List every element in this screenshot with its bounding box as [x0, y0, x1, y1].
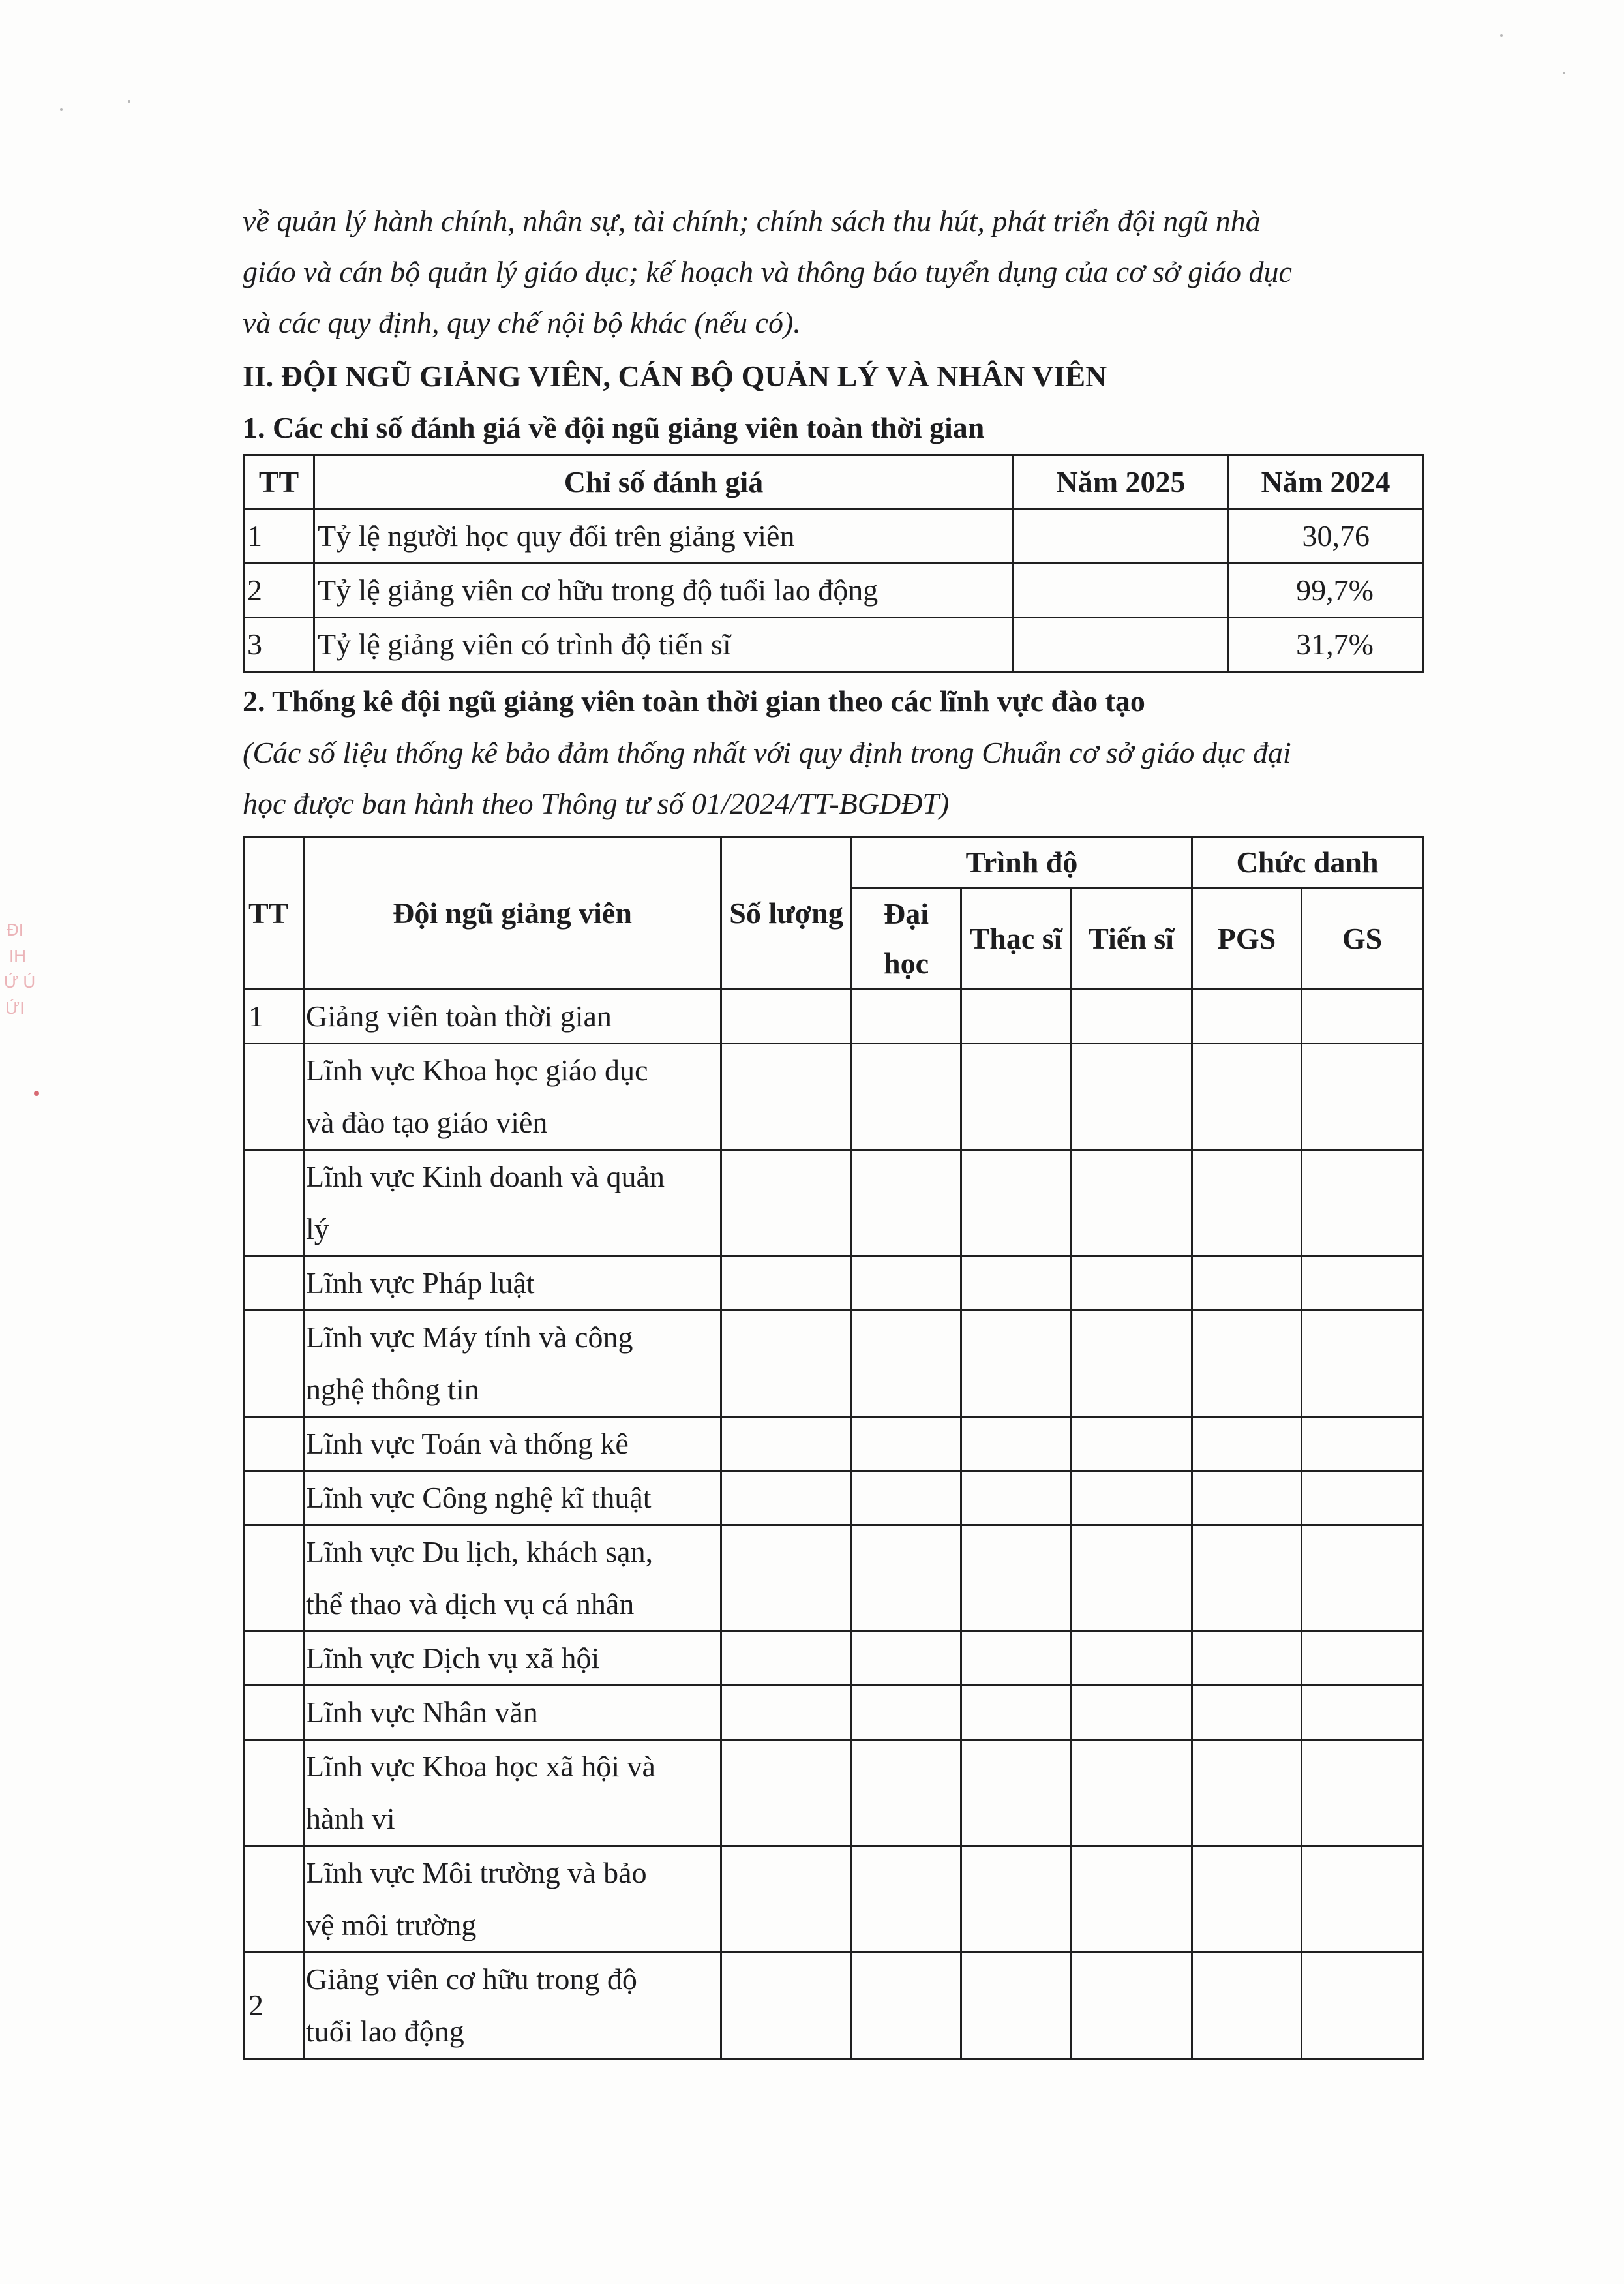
header-tt: TT [244, 455, 314, 510]
category-line: Lĩnh vực Máy tính và công [306, 1320, 633, 1354]
cell-doctor [1071, 1846, 1192, 1953]
cell-doctor [1071, 1417, 1192, 1471]
table-row [244, 564, 1423, 618]
cell-count [721, 1256, 852, 1311]
category-line: Lĩnh vực Pháp luật [306, 1266, 535, 1300]
cell-count [721, 1150, 852, 1256]
cell-master [961, 1471, 1071, 1525]
cell-count [721, 1846, 852, 1953]
staff-table-body [244, 990, 1423, 2059]
cell-count [721, 1311, 852, 1417]
staff-table-header-row1 [244, 837, 1423, 889]
cell-assoc-prof [1192, 1044, 1302, 1150]
cell-doctor [1071, 1686, 1192, 1740]
cell-tt [244, 1632, 304, 1686]
cell-staff-category [304, 1686, 721, 1740]
header-title-group: Chức danh [1192, 837, 1423, 889]
table-row [244, 1953, 1423, 2059]
category-line: tuổi lao động [306, 2015, 464, 2048]
cell-master [961, 1417, 1071, 1471]
scan-speck [128, 100, 130, 103]
cell-bachelor [852, 1044, 961, 1150]
header-bachelor-line: học [884, 947, 929, 980]
cell-doctor [1071, 1525, 1192, 1632]
document-content [243, 196, 1423, 2060]
cell-count [721, 1044, 852, 1150]
cell-tt [244, 1740, 304, 1846]
cell-staff-category [304, 1632, 721, 1686]
cell-assoc-prof [1192, 1150, 1302, 1256]
stamp-fragment: ỨI [5, 998, 25, 1018]
category-line: Lĩnh vực Khoa học xã hội và [306, 1750, 655, 1783]
category-line: Giảng viên toàn thời gian [306, 999, 612, 1033]
note-line: (Các số liệu thống kê bảo đảm thống nhất với quy định trong Chuẩn cơ sở giáo dục đại [243, 736, 1291, 769]
cell-indicator: Tỷ lệ giảng viên có trình độ tiến sĩ [314, 618, 1014, 672]
header-staff: Đội ngũ giảng viên [304, 837, 721, 990]
category-line: Lĩnh vực Dịch vụ xã hội [306, 1641, 600, 1675]
cell-staff-category [304, 1846, 721, 1953]
table-row [244, 1150, 1423, 1256]
cell-2025 [1014, 510, 1229, 564]
scan-speck [60, 108, 63, 111]
cell-staff-category [304, 1740, 721, 1846]
table-row [244, 1044, 1423, 1150]
header-doctor: Tiến sĩ [1071, 889, 1192, 990]
table-row [244, 1525, 1423, 1632]
header-bachelor [852, 889, 961, 990]
cell-count [721, 1525, 852, 1632]
cell-bachelor [852, 1846, 961, 1953]
header-prof: GS [1302, 889, 1423, 990]
stamp-dot [34, 1091, 39, 1096]
intro-paragraph [243, 196, 1423, 348]
cell-assoc-prof [1192, 1953, 1302, 2059]
cell-master [961, 1740, 1071, 1846]
cell-assoc-prof [1192, 1846, 1302, 1953]
subsection2-note [243, 727, 1423, 829]
table-row [244, 1686, 1423, 1740]
cell-bachelor [852, 1632, 961, 1686]
cell-master [961, 990, 1071, 1044]
cell-prof [1302, 1044, 1423, 1150]
cell-staff-category [304, 1311, 721, 1417]
cell-doctor [1071, 1044, 1192, 1150]
header-2024: Năm 2024 [1229, 455, 1423, 510]
cell-assoc-prof [1192, 990, 1302, 1044]
cell-assoc-prof [1192, 1525, 1302, 1632]
cell-indicator: Tỷ lệ người học quy đổi trên giảng viên [314, 510, 1014, 564]
section-heading: II. ĐỘI NGŨ GIẢNG VIÊN, CÁN BỘ QUẢN LÝ VÀ NHÂN VIÊN [243, 359, 1107, 393]
cell-prof [1302, 1471, 1423, 1525]
indicator-table [243, 454, 1424, 673]
cell-assoc-prof [1192, 1311, 1302, 1417]
scan-speck [1563, 72, 1565, 74]
header-2025: Năm 2025 [1014, 455, 1229, 510]
category-line: Lĩnh vực Khoa học giáo dục [306, 1054, 648, 1087]
cell-tt [244, 1525, 304, 1632]
table-row [244, 1417, 1423, 1471]
header-tt: TT [244, 837, 304, 990]
category-line: Lĩnh vực Du lịch, khách sạn, [306, 1535, 654, 1568]
cell-count [721, 1953, 852, 2059]
table-row [244, 1256, 1423, 1311]
cell-staff-category [304, 1417, 721, 1471]
cell-indicator: Tỷ lệ giảng viên cơ hữu trong độ tuổi lao động [314, 564, 1014, 618]
scan-speck [1500, 34, 1503, 37]
cell-count [721, 1686, 852, 1740]
cell-tt [244, 1417, 304, 1471]
cell-doctor [1071, 990, 1192, 1044]
cell-doctor [1071, 1256, 1192, 1311]
cell-doctor [1071, 1632, 1192, 1686]
intro-line: và các quy định, quy chế nội bộ khác (nếu có). [243, 306, 801, 339]
cell-prof [1302, 1417, 1423, 1471]
cell-master [961, 1256, 1071, 1311]
cell-bachelor [852, 1256, 961, 1311]
cell-doctor [1071, 1150, 1192, 1256]
stamp-fragment: IH [9, 946, 26, 966]
table-row [244, 1632, 1423, 1686]
cell-prof [1302, 1311, 1423, 1417]
category-line: nghệ thông tin [306, 1373, 479, 1406]
header-master: Thạc sĩ [961, 889, 1071, 990]
cell-doctor [1071, 1311, 1192, 1417]
cell-tt: 1 [244, 990, 304, 1044]
cell-bachelor [852, 1686, 961, 1740]
cell-prof [1302, 1256, 1423, 1311]
cell-staff-category [304, 1256, 721, 1311]
table-row [244, 510, 1423, 564]
cell-master [961, 1150, 1071, 1256]
cell-staff-category [304, 1525, 721, 1632]
cell-prof [1302, 1525, 1423, 1632]
stamp-fragment: Ứ Ú [4, 972, 36, 992]
cell-doctor [1071, 1953, 1192, 2059]
table-row [244, 1471, 1423, 1525]
cell-master [961, 1846, 1071, 1953]
cell-assoc-prof [1192, 1417, 1302, 1471]
cell-bachelor [852, 1953, 961, 2059]
category-line: lý [306, 1212, 329, 1245]
cell-tt [244, 1256, 304, 1311]
table-row [244, 618, 1423, 672]
cell-tt: 2 [244, 564, 314, 618]
cell-assoc-prof [1192, 1471, 1302, 1525]
category-line: thể thao và dịch vụ cá nhân [306, 1587, 635, 1621]
cell-prof [1302, 1632, 1423, 1686]
cell-assoc-prof [1192, 1632, 1302, 1686]
cell-doctor [1071, 1471, 1192, 1525]
category-line: Lĩnh vực Toán và thống kê [306, 1427, 629, 1460]
cell-count [721, 1471, 852, 1525]
cell-bachelor [852, 1150, 961, 1256]
cell-master [961, 1525, 1071, 1632]
note-line: học được ban hành theo Thông tư số 01/2024/TT-BGDĐT) [243, 787, 950, 820]
cell-bachelor [852, 990, 961, 1044]
header-count: Số lượng [721, 837, 852, 990]
cell-2025 [1014, 564, 1229, 618]
cell-2025 [1014, 618, 1229, 672]
cell-2024: 31,7% [1229, 618, 1423, 672]
cell-staff-category [304, 1044, 721, 1150]
stamp-edge-marks [0, 861, 52, 1135]
category-line: Lĩnh vực Nhân văn [306, 1696, 538, 1729]
header-indicator: Chỉ số đánh giá [314, 455, 1014, 510]
cell-prof [1302, 1740, 1423, 1846]
header-level-group: Trình độ [852, 837, 1192, 889]
cell-count [721, 1417, 852, 1471]
cell-staff-category [304, 1953, 721, 2059]
stamp-fragment: ĐI [7, 920, 23, 939]
cell-tt: 2 [244, 1953, 304, 2059]
category-line: vệ môi trường [306, 1908, 477, 1941]
header-assoc-prof: PGS [1192, 889, 1302, 990]
cell-bachelor [852, 1417, 961, 1471]
cell-staff-category [304, 1150, 721, 1256]
cell-count [721, 1740, 852, 1846]
cell-2024: 99,7% [1229, 564, 1423, 618]
cell-tt: 1 [244, 510, 314, 564]
cell-staff-category [304, 1471, 721, 1525]
cell-tt [244, 1044, 304, 1150]
cell-count [721, 1632, 852, 1686]
category-line: và đào tạo giáo viên [306, 1106, 548, 1139]
subsection1-heading: 1. Các chỉ số đánh giá về đội ngũ giảng viên toàn thời gian [243, 411, 985, 444]
subsection2-heading: 2. Thống kê đội ngũ giảng viên toàn thời gian theo các lĩnh vực đào tạo [243, 684, 1145, 718]
cell-tt [244, 1150, 304, 1256]
cell-assoc-prof [1192, 1740, 1302, 1846]
indicator-table-header [244, 455, 1423, 510]
cell-prof [1302, 1846, 1423, 1953]
cell-master [961, 1686, 1071, 1740]
cell-master [961, 1311, 1071, 1417]
cell-prof [1302, 1953, 1423, 2059]
cell-tt [244, 1311, 304, 1417]
category-line: Lĩnh vực Công nghệ kĩ thuật [306, 1481, 652, 1514]
cell-doctor [1071, 1740, 1192, 1846]
category-line: Lĩnh vực Môi trường và bảo [306, 1856, 647, 1889]
cell-staff-category [304, 990, 721, 1044]
staff-statistics-table [243, 836, 1424, 2060]
intro-line: giáo và cán bộ quản lý giáo dục; kế hoạch và thông báo tuyển dụng của cơ sở giáo dục [243, 255, 1292, 288]
cell-2024: 30,76 [1229, 510, 1423, 564]
cell-count [721, 990, 852, 1044]
cell-master [961, 1953, 1071, 2059]
header-bachelor-line: Đại [884, 897, 929, 930]
category-line: Giảng viên cơ hữu trong độ [306, 1962, 637, 1996]
cell-bachelor [852, 1525, 961, 1632]
cell-bachelor [852, 1740, 961, 1846]
cell-bachelor [852, 1471, 961, 1525]
table-row [244, 990, 1423, 1044]
cell-tt [244, 1846, 304, 1953]
cell-tt: 3 [244, 618, 314, 672]
cell-bachelor [852, 1311, 961, 1417]
cell-prof [1302, 1150, 1423, 1256]
category-line: hành vi [306, 1802, 395, 1835]
cell-tt [244, 1686, 304, 1740]
cell-master [961, 1632, 1071, 1686]
intro-line: về quản lý hành chính, nhân sự, tài chính; chính sách thu hút, phát triển đội ngũ nhà [243, 204, 1261, 237]
cell-assoc-prof [1192, 1256, 1302, 1311]
table-row [244, 1846, 1423, 1953]
cell-prof [1302, 990, 1423, 1044]
cell-prof [1302, 1686, 1423, 1740]
table-row [244, 1740, 1423, 1846]
table-row [244, 1311, 1423, 1417]
cell-tt [244, 1471, 304, 1525]
cell-master [961, 1044, 1071, 1150]
cell-assoc-prof [1192, 1686, 1302, 1740]
category-line: Lĩnh vực Kinh doanh và quản [306, 1160, 665, 1193]
